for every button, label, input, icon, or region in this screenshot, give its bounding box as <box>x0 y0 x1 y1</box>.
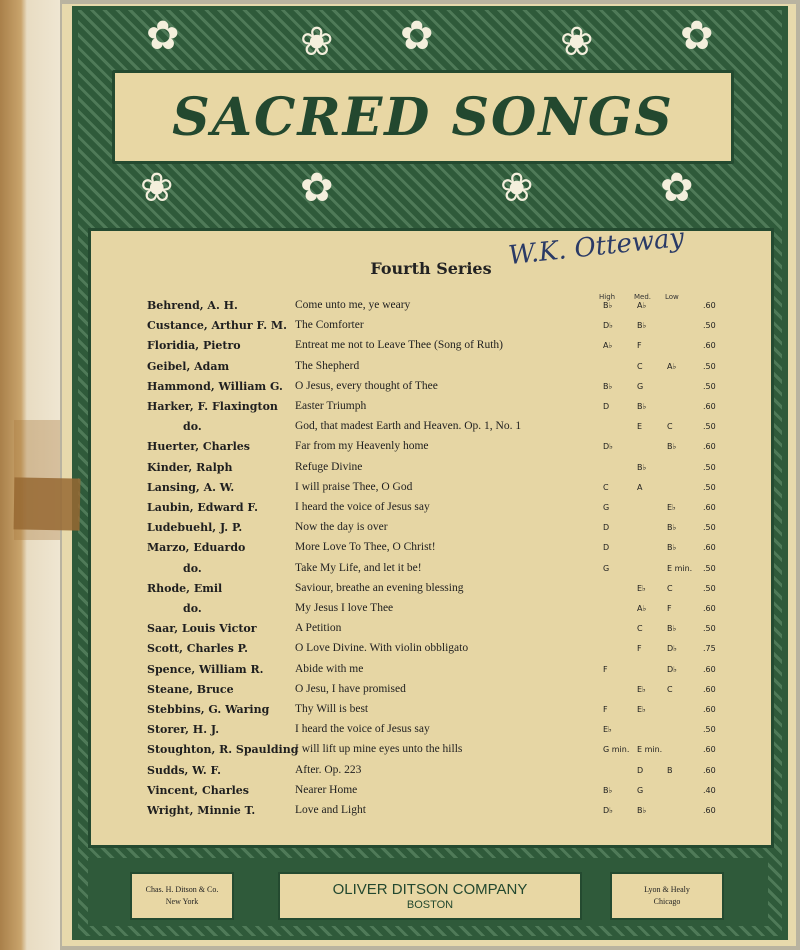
song-title: I will lift up mine eyes unto the hills <box>295 743 463 756</box>
publisher-name: OLIVER DITSON COMPANY <box>332 881 528 898</box>
key-low: B♭ <box>667 523 677 533</box>
composer-name: Huerter, Charles <box>147 440 250 454</box>
composer-name: Stebbins, G. Waring <box>147 703 270 716</box>
key-high: C <box>603 482 609 492</box>
footer-agent-right <box>610 872 724 920</box>
agent-name: Lyon & Healy <box>644 885 690 894</box>
price: .60 <box>703 341 716 351</box>
composer-name: Behrend, A. H. <box>147 299 238 312</box>
song-title: I will praise Thee, O God <box>295 480 413 493</box>
song-title: After. Op. 223 <box>295 763 362 776</box>
key-med: E♭ <box>637 705 646 714</box>
key-high: B♭ <box>603 381 613 391</box>
series-heading: Fourth Series <box>370 259 492 278</box>
song-title: Take My Life, and let it be! <box>295 561 422 574</box>
price: .50 <box>703 725 716 735</box>
key-high: B♭ <box>603 301 613 310</box>
song-title: Nearer Home <box>295 783 358 796</box>
key-med: C <box>637 624 643 634</box>
price: .60 <box>703 503 716 512</box>
key-med: B♭ <box>637 806 647 815</box>
price: .60 <box>703 604 716 613</box>
key-med: E♭ <box>637 684 646 694</box>
song-row <box>91 461 771 481</box>
key-low: B <box>667 765 673 775</box>
song-title: More Love To Thee, O Christ! <box>295 541 436 554</box>
lily-icon: ✿ <box>400 13 434 59</box>
song-title: Entreat me not to Leave Thee (Song of Ruth) <box>295 339 504 352</box>
song-row <box>91 582 771 602</box>
composer-name: Saar, Louis Victor <box>147 622 257 636</box>
composer-name: do. <box>183 420 202 434</box>
lily-icon: ❀ <box>140 165 174 211</box>
composer-name: Kinder, Ralph <box>147 460 233 474</box>
song-row <box>91 622 771 642</box>
price: .50 <box>703 422 716 432</box>
agent-name: Chas. H. Ditson & Co. <box>145 885 219 894</box>
song-row <box>91 784 771 804</box>
composer-name: Geibel, Adam <box>147 359 230 373</box>
song-title: Now the day is over <box>295 521 388 534</box>
key-high: D♭ <box>603 321 613 331</box>
song-title: A Petition <box>295 622 342 635</box>
key-med: C <box>637 361 643 371</box>
price: .50 <box>703 523 716 533</box>
composer-name: Laubin, Edward F. <box>147 501 258 514</box>
song-row <box>91 501 771 521</box>
composer-name: Rhode, Emil <box>147 581 223 595</box>
key-med: E <box>637 422 643 432</box>
song-title: O Jesus, every thought of Thee <box>295 379 438 392</box>
lily-icon: ✿ <box>300 165 334 211</box>
price: .60 <box>703 402 716 411</box>
voice-header-med: Med. <box>634 293 652 301</box>
voice-header-low: Low <box>665 293 679 301</box>
price: .75 <box>703 644 716 654</box>
price: .60 <box>703 664 716 674</box>
song-row <box>91 400 771 420</box>
key-high: G min. <box>603 745 630 755</box>
composer-name: Spence, William R. <box>147 662 264 676</box>
song-title: Come unto me, ye weary <box>295 299 411 311</box>
handwritten-signature: W.K. Otteway <box>506 222 686 272</box>
title-band <box>112 70 734 164</box>
key-high: G <box>603 563 610 573</box>
composer-name: Storer, H. J. <box>147 723 220 737</box>
price: .50 <box>703 563 716 573</box>
tape-strip <box>14 477 81 530</box>
price: .50 <box>703 624 716 634</box>
price: .40 <box>703 785 716 795</box>
key-high: D <box>603 543 610 553</box>
song-row <box>91 663 771 683</box>
price: .60 <box>703 684 716 694</box>
song-row <box>91 521 771 541</box>
footer-publisher <box>278 872 582 920</box>
song-row <box>91 380 771 400</box>
composer-name: Sudds, W. F. <box>147 763 222 777</box>
key-low: C <box>667 583 673 593</box>
composer-name: Harker, F. Flaxington <box>147 400 278 413</box>
key-high: A♭ <box>603 341 613 351</box>
key-med: F <box>637 644 642 654</box>
song-row <box>91 319 771 339</box>
song-row <box>91 562 771 582</box>
lily-icon: ❀ <box>560 19 594 65</box>
song-row <box>91 743 771 763</box>
song-list-panel <box>88 228 774 848</box>
price: .50 <box>703 462 716 472</box>
publisher-city: BOSTON <box>406 899 454 911</box>
key-high: F <box>603 664 608 674</box>
page-title: SACRED SONGS <box>172 86 674 148</box>
price: .60 <box>703 705 716 714</box>
key-med: B♭ <box>637 402 647 411</box>
song-row <box>91 602 771 622</box>
song-title: The Comforter <box>295 319 364 332</box>
song-row <box>91 804 771 824</box>
key-low: A♭ <box>667 361 677 371</box>
key-low: E♭ <box>667 503 676 512</box>
lily-icon: ❀ <box>300 19 334 65</box>
song-title: O Jesu, I have promised <box>295 682 406 695</box>
composer-name: Lansing, A. W. <box>147 480 235 494</box>
key-low: E min. <box>667 563 693 573</box>
composer-name: do. <box>183 561 202 575</box>
song-row <box>91 440 771 460</box>
song-row <box>91 420 771 440</box>
song-row <box>91 339 771 359</box>
key-med: F <box>637 341 642 351</box>
song-row <box>91 683 771 703</box>
key-med: B♭ <box>637 321 647 331</box>
key-high: B♭ <box>603 785 613 795</box>
price: .60 <box>703 765 716 775</box>
key-med: A♭ <box>637 301 647 310</box>
price: .50 <box>703 361 716 371</box>
key-high: G <box>603 503 610 512</box>
song-title: My Jesus I love Thee <box>295 602 394 614</box>
song-title: O Love Divine. With violin obbligato <box>295 642 469 655</box>
song-title: Far from my Heavenly home <box>295 440 429 453</box>
composer-name: Floridia, Pietro <box>147 339 241 353</box>
song-title: God, that madest Earth and Heaven. Op. 1, No. 1 <box>295 420 522 433</box>
key-low: B♭ <box>667 442 677 452</box>
song-title: I heard the voice of Jesus say <box>295 723 430 736</box>
composer-name: Scott, Charles P. <box>147 642 248 656</box>
composer-name: Steane, Bruce <box>147 682 234 696</box>
key-high: D <box>603 402 610 411</box>
key-high: D <box>603 523 610 533</box>
agent-city: Chicago <box>653 897 681 906</box>
composer-name: do. <box>183 602 202 615</box>
lily-icon: ✿ <box>146 13 180 59</box>
key-low: C <box>667 684 673 694</box>
price: .60 <box>703 806 716 815</box>
price: .50 <box>703 321 716 331</box>
song-row <box>91 299 771 319</box>
footer-agent-left <box>130 872 234 920</box>
price: .60 <box>703 442 716 452</box>
key-low: B♭ <box>667 624 677 634</box>
song-title: The Shepherd <box>295 359 360 372</box>
key-med: B♭ <box>637 462 647 472</box>
song-title: Easter Triumph <box>295 400 367 412</box>
song-row <box>91 481 771 501</box>
price: .60 <box>703 745 716 755</box>
key-high: D♭ <box>603 806 613 815</box>
key-high: D♭ <box>603 442 613 452</box>
song-title: Thy Will is best <box>295 703 369 715</box>
lily-icon: ❀ <box>500 165 534 211</box>
song-title: Love and Light <box>295 804 366 816</box>
key-med: E♭ <box>637 583 646 593</box>
song-row <box>91 723 771 743</box>
key-low: B♭ <box>667 543 677 553</box>
composer-name: Marzo, Eduardo <box>147 541 246 555</box>
key-low: D♭ <box>667 664 677 674</box>
composer-name: Hammond, William G. <box>147 379 283 393</box>
key-low: D♭ <box>667 644 677 654</box>
composer-name: Wright, Minnie T. <box>147 804 256 817</box>
key-low: F <box>667 604 672 613</box>
key-low: C <box>667 422 673 432</box>
song-title: Saviour, breathe an evening blessing <box>295 581 464 594</box>
voice-header-high: High <box>599 293 616 301</box>
agent-city: New York <box>165 897 199 906</box>
key-med: E min. <box>637 745 663 755</box>
song-title: Refuge Divine <box>295 460 363 473</box>
key-med: A♭ <box>637 604 647 613</box>
key-med: A <box>637 482 643 492</box>
composer-name: Stoughton, R. Spaulding <box>147 743 299 757</box>
song-row <box>91 764 771 784</box>
key-med: D <box>637 765 644 775</box>
price: .60 <box>703 543 716 553</box>
song-row <box>91 642 771 662</box>
key-high: E♭ <box>603 725 612 735</box>
price: .50 <box>703 583 716 593</box>
price: .50 <box>703 482 716 492</box>
key-med: G <box>637 785 644 795</box>
lily-icon: ✿ <box>680 13 714 59</box>
song-title: I heard the voice of Jesus say <box>295 501 430 513</box>
composer-name: Vincent, Charles <box>147 783 249 797</box>
composer-name: Ludebuehl, J. P. <box>147 521 243 535</box>
key-med: G <box>637 381 644 391</box>
key-high: F <box>603 705 608 714</box>
price: .50 <box>703 381 716 391</box>
song-row <box>91 541 771 561</box>
price: .60 <box>703 301 716 310</box>
song-row <box>91 703 771 723</box>
lily-icon: ✿ <box>660 165 694 211</box>
composer-name: Custance, Arthur F. M. <box>147 319 287 333</box>
song-title: Abide with me <box>295 662 364 675</box>
song-row <box>91 360 771 380</box>
